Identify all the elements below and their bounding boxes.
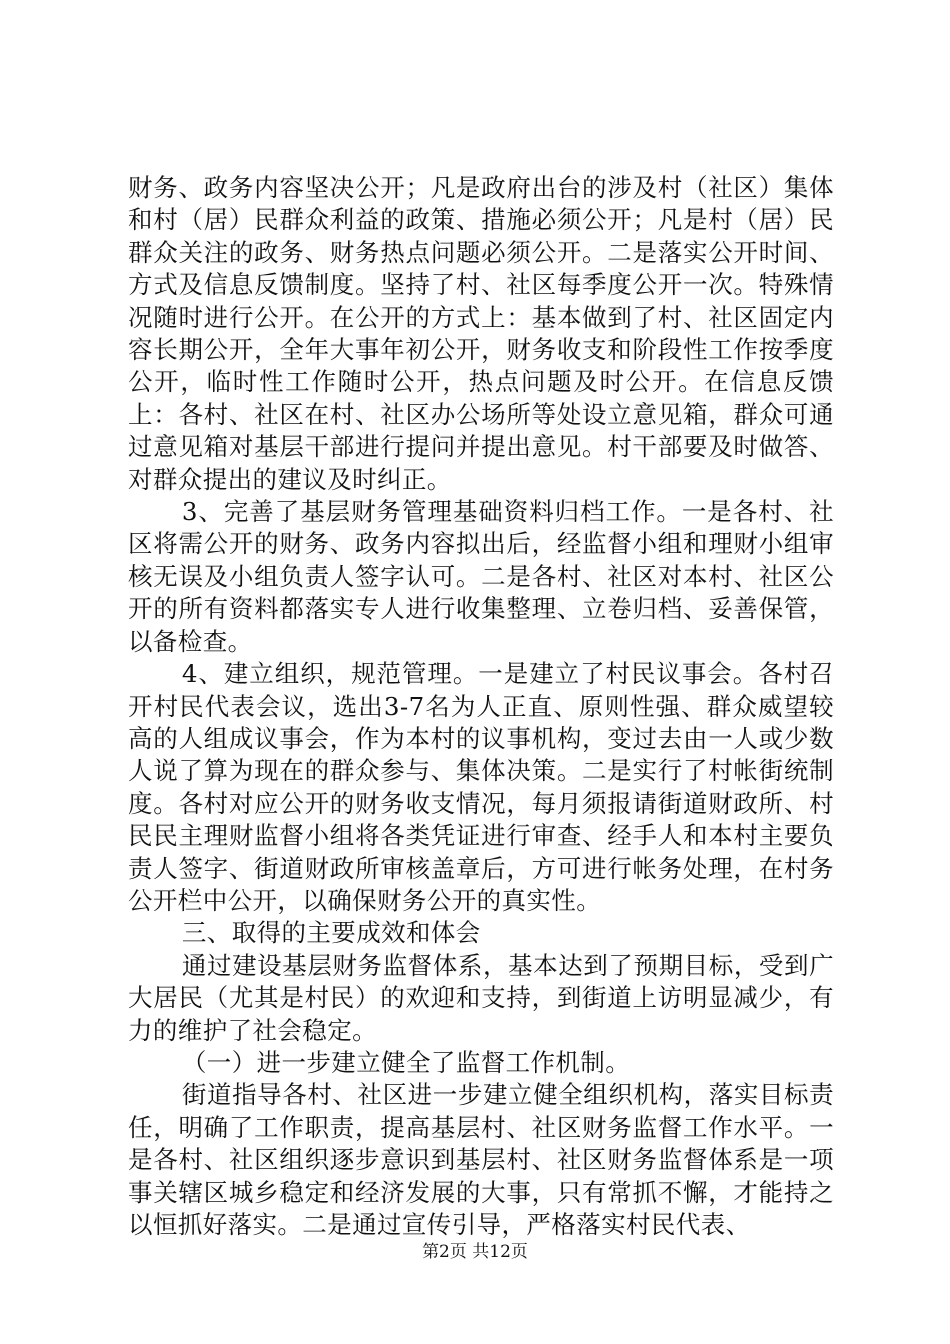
- page-footer: 第2页 共12页: [422, 1242, 528, 1262]
- paragraph-3: 4、建立组织，规范管理。一是建立了村民议事会。各村召开村民代表会议，选出3-7名为人正直、原则性强、群众威望较高的人组成议事会，作为本村的议事机构，变过去由一人或少数人说了算为现在的群众参与、集体决策。二是实行了村帐街统制度。各村对应公开的财务收支情况，每月须报请街道财政所、村民民主理财监督小组将各类凭证进行审查、经手人和本村主要负责人签字、街道财政所审核盖章后，方可进行帐务处理，在村务公开栏中公开，以确保财务公开的真实性。: [128, 659, 834, 915]
- paragraph-2: 3、完善了基层财务管理基础资料归档工作。一是各村、社区将需公开的财务、政务内容拟出后，经监督小组和理财小组审核无误及小组负责人签字认可。二是各村、社区对本村、社区公开的所有资料都落实专人进行收集整理、立卷归档、妥善保管，以备检查。: [128, 497, 834, 656]
- subsection-heading: （一）进一步建立健全了监督工作机制。: [181, 1047, 631, 1077]
- section-heading: 三、取得的主要成效和体会: [181, 918, 481, 948]
- paragraph-1: 财务、政务内容坚决公开；凡是政府出台的涉及村（社区）集体和村（居）民群众利益的政策、措施必须公开；凡是村（居）民群众关注的政务、财务热点问题必须公开。二是落实公开时间、方式及信息反馈制度。坚持了村、社区每季度公开一次。特殊情况随时进行公开。在公开的方式上：基本做到了村、社区固定内容长期公开，全年大事年初公开，财务收支和阶段性工作按季度公开，临时性工作随时公开，热点问题及时公开。在信息反馈上：各村、社区在村、社区办公场所等处设立意见箱，群众可通过意见箱对基层干部进行提问并提出意见。村干部要及时做答、对群众提出的建议及时纠正。: [128, 173, 834, 494]
- paragraph-5: 街道指导各村、社区进一步建立健全组织机构，落实目标责任，明确了工作职责，提高基层村、社区财务监督工作水平。一是各村、社区组织逐步意识到基层村、社区财务监督体系是一项事关辖区城乡稳定和经济发展的大事，只有常抓不懈，才能持之以恒抓好落实。二是通过宣传引导，严格落实村民代表、: [128, 1080, 834, 1239]
- document-body: [128, 172, 834, 1241]
- paragraph-4: 通过建设基层财务监督体系，基本达到了预期目标，受到广大居民（尤其是村民）的欢迎和支持，到街道上访明显减少，有力的维护了社会稳定。: [128, 950, 834, 1045]
